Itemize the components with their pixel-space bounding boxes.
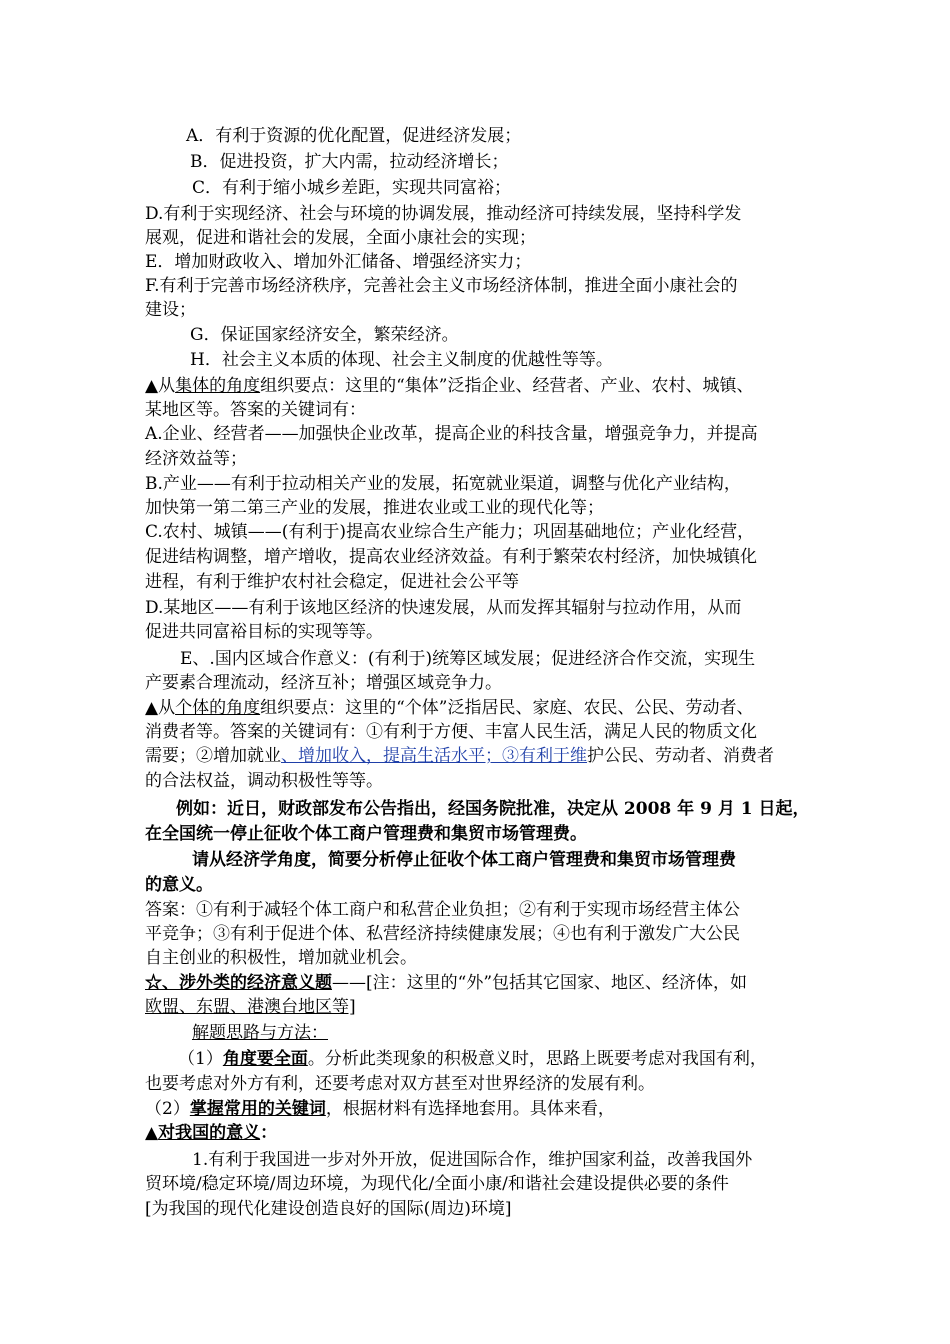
text-line: 某地区等。答案的关键词有： xyxy=(145,400,366,420)
text-span: 组织要点：这里的“个体”泛指居民、家庭、农民、公民、劳动者、 xyxy=(260,698,754,718)
text-line: 建设； xyxy=(145,300,196,320)
text-line: 进程，有利于维护农村社会稳定，促进社会公平等 xyxy=(145,572,519,592)
text-line: 也要考虑对外方有利，还要考虑对双方甚至对世界经济的发展有利。 xyxy=(145,1074,655,1094)
text-line: A.企业、经营者——加强快企业改革，提高企业的科技含量，增强竞争力，并提高 xyxy=(145,424,758,444)
text-span: ： xyxy=(260,1123,278,1143)
text-span: 护公民、劳动者、消费者 xyxy=(587,746,774,766)
foreign-heading xyxy=(145,971,747,995)
text-line: F.有利于完善市场经济秩序，完善社会主义市场经济体制，推进全面小康社会的 xyxy=(145,276,738,296)
text-line: 展观，促进和谐社会的发展，全面小康社会的实现； xyxy=(145,228,536,248)
individual-heading xyxy=(145,696,753,720)
hyperlink-text[interactable]: 、增加收入，提高生活水平；③有利于维 xyxy=(281,746,587,766)
text-line: H．社会主义本质的体现、社会主义制度的优越性等等。 xyxy=(190,350,613,370)
text-line: B.产业——有利于拉动相关产业的发展，拓宽就业渠道，调整与优化产业结构， xyxy=(145,474,741,494)
answer-line: 平竞争；③有利于促进个体、私营经济持续健康发展；④也有利于激发广大公民 xyxy=(145,924,740,944)
triangle-marker: ▲ xyxy=(145,1123,159,1143)
text-line: A．有利于资源的优化配置，促进经济发展； xyxy=(186,126,522,146)
key-phrase: 角度要全面 xyxy=(222,1049,308,1069)
text-line: E、.国内区域合作意义：(有利于)统筹区域发展；促进经济合作交流，实现生 xyxy=(180,649,756,669)
text-line: 促进共同富裕目标的实现等等。 xyxy=(145,622,383,642)
text-line: C.农村、城镇——(有利于)提高农业综合生产能力；巩固基础地位；产业化经营， xyxy=(145,522,755,542)
text-span: ——[注：这里的“外”包括其它国家、地区、经济体，如 xyxy=(332,973,748,993)
key-phrase: 掌握常用的关键词 xyxy=(189,1099,326,1119)
text-line: [为我国的现代化建设创造良好的国际(周边)环境] xyxy=(145,1199,512,1219)
answer-line: 答案：①有利于减轻个体工商户和私营企业负担；②有利于实现市场经营主体公 xyxy=(145,900,740,920)
text-line: 欧盟、东盟、港澳台地区等] xyxy=(145,997,356,1017)
text-line: 贸环境/稳定环境/周边环境，为现代化/全面小康/和谐社会建设提供必要的条件 xyxy=(145,1174,729,1194)
text-line: D.有利于实现经济、社会与环境的协调发展，推动经济可持续发展，坚持科学发 xyxy=(145,204,742,224)
individual-angle-term: 个体的角度 xyxy=(175,698,261,718)
text-line: 产要素合理流动，经济互补；增强区域竞争力。 xyxy=(145,673,502,693)
text-line: 消费者等。答案的关键词有：①有利于方便、丰富人民生活，满足人民的物质文化 xyxy=(145,722,757,742)
text-line: C．有利于缩小城乡差距，实现共同富裕； xyxy=(192,178,512,198)
text-span: 需要；②增加就业 xyxy=(145,746,281,766)
text-line: D.某地区——有利于该地区经济的快速发展，从而发挥其辐射与拉动作用，从而 xyxy=(145,598,742,618)
answer-line: 自主创业的积极性，增加就业机会。 xyxy=(145,948,417,968)
triangle-marker: ▲从 xyxy=(145,698,176,718)
text-line: 经济效益等； xyxy=(145,449,247,469)
question-line: 的意义。 xyxy=(145,875,213,895)
text-line: E．增加财政收入、增加外汇储备、增强经济实力； xyxy=(145,252,532,272)
text-span: ，根据材料有选择地套用。具体来看， xyxy=(325,1099,615,1119)
collective-angle-term: 集体的角度 xyxy=(175,376,261,396)
question-line: 请从经济学角度，简要分析停止征收个体工商户管理费和集贸市场管理费 xyxy=(192,850,736,870)
example-line: 在全国统一停止征收个体工商户管理费和集贸市场管理费。 xyxy=(145,824,587,844)
key-phrase: 对我国的意义 xyxy=(158,1123,261,1143)
foreign-section-title: ☆、涉外类的经济意义题 xyxy=(145,973,332,993)
text-span: 。分析此类现象的积极意义时，思路上既要考虑对我国有利， xyxy=(307,1049,767,1069)
method-point-1 xyxy=(178,1047,767,1071)
method-point-2 xyxy=(145,1097,615,1121)
text-line: 1.有利于我国进一步对外开放，促进国际合作，维护国家利益，改善我国外 xyxy=(192,1150,753,1170)
collective-heading xyxy=(145,374,753,398)
text-span: （2） xyxy=(145,1099,190,1119)
triangle-marker: ▲从 xyxy=(145,376,176,396)
text-line-with-link xyxy=(145,744,774,768)
domestic-meaning-heading xyxy=(145,1121,277,1145)
text-span: （1） xyxy=(178,1049,223,1069)
text-line: G．保证国家经济安全，繁荣经济。 xyxy=(190,325,459,345)
method-label: 解题思路与方法： xyxy=(192,1023,328,1043)
example-line: 例如：近日，财政部发布公告指出，经国务院批准，决定从 2008 年 9 月 1 日起， xyxy=(176,799,810,819)
text-line: B．促进投资，扩大内需，拉动经济增长； xyxy=(190,152,509,172)
text-line: 加快第一第二第三产业的发展，推进农业或工业的现代化等； xyxy=(145,498,604,518)
text-line: 的合法权益，调动积极性等等。 xyxy=(145,771,383,791)
text-span: 组织要点：这里的“集体”泛指企业、经营者、产业、农村、城镇、 xyxy=(260,376,754,396)
text-line: 促进结构调整，增产增收，提高农业经济效益。有利于繁荣农村经济，加快城镇化 xyxy=(145,547,757,567)
